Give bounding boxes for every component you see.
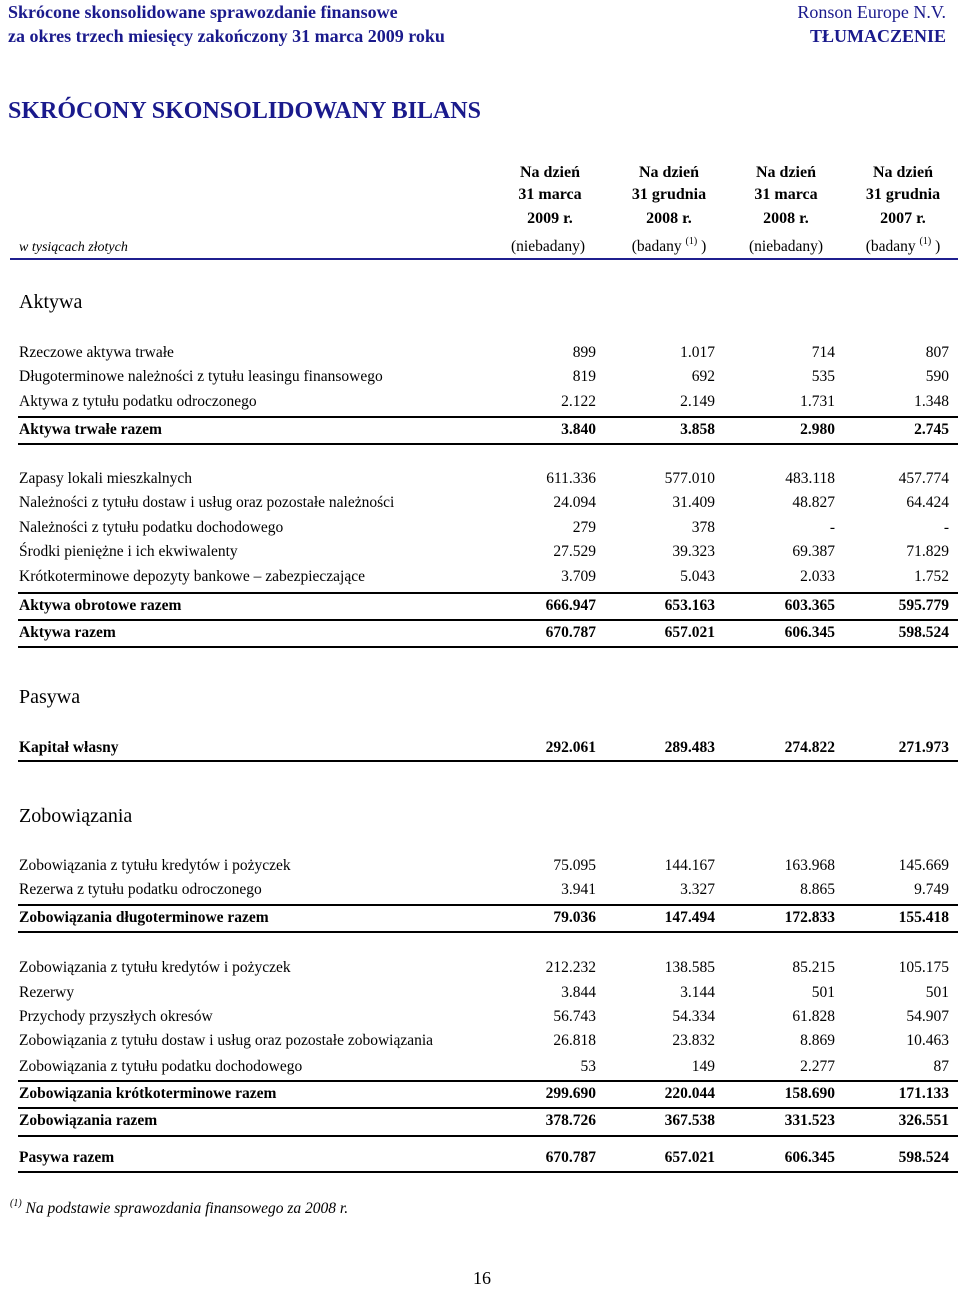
col4-line3: 2007 r. [880, 210, 926, 227]
cell-value: 1.731 [800, 393, 835, 410]
table-row [19, 519, 949, 541]
cell-value: 590 [925, 368, 949, 385]
cell-value: 56.743 [553, 1008, 596, 1025]
row-divider [18, 646, 958, 648]
cell-value: 595.779 [898, 597, 949, 614]
cell-value: 8.865 [800, 881, 835, 898]
col2-status: (badany $^{(1)}$ ) [631, 236, 707, 255]
page-number: 16 [473, 1268, 491, 1288]
row-label: Aktywa z tytułu podatku odroczonego [19, 393, 257, 410]
cell-value: 212.232 [545, 959, 596, 976]
table-row [19, 857, 949, 879]
cell-value: 5.043 [680, 568, 715, 585]
row-label: Aktywa razem [19, 624, 116, 641]
cell-value: 3.941 [561, 881, 596, 898]
cell-value: - [943, 519, 949, 536]
row-divider [18, 416, 958, 418]
report-title-line1: Skrócone skonsolidowane sprawozdanie finansowe [8, 2, 398, 22]
cell-value: 2.980 [800, 421, 835, 438]
cell-value: 819 [572, 368, 596, 385]
cell-value: 69.387 [792, 543, 835, 560]
cell-value: 3.709 [561, 568, 596, 585]
row-label: Rezerwa z tytułu podatku odroczonego [19, 881, 262, 898]
cell-value: 75.095 [553, 857, 596, 874]
col2-line3: 2008 r. [646, 210, 692, 227]
translation-label: TŁUMACZENIE [809, 26, 946, 46]
cell-value: 3.858 [680, 421, 715, 438]
row-label: Zobowiązania razem [19, 1112, 158, 1129]
row-divider [18, 760, 958, 762]
row-divider [18, 619, 958, 621]
table-row [19, 543, 949, 565]
row-divider [18, 1171, 958, 1173]
cell-value: 501 [811, 984, 835, 1001]
cell-value: 24.094 [553, 494, 596, 511]
cell-value: 71.829 [906, 543, 949, 560]
col3-line3: 2008 r. [763, 210, 809, 227]
row-divider [18, 592, 958, 594]
cell-value: 2.745 [914, 421, 949, 438]
section-zobowiazania: Zobowiązania [19, 805, 133, 827]
cell-value: 292.061 [545, 739, 596, 756]
table-row [19, 1032, 949, 1054]
cell-value: 9.749 [914, 881, 949, 898]
table-row [19, 984, 949, 1006]
cell-value: 367.538 [664, 1112, 715, 1129]
cell-value: 144.167 [664, 857, 715, 874]
col3-line1: Na dzień [756, 164, 816, 181]
cell-value: 670.787 [545, 624, 596, 641]
row-label: Zobowiązania z tytułu dostaw i usług oraz pozostałe zobowiązania [19, 1032, 434, 1049]
cell-value: 653.163 [664, 597, 715, 614]
table-row-total [19, 597, 949, 619]
cell-value: 3.144 [680, 984, 715, 1001]
cell-value: 457.774 [898, 470, 949, 487]
row-label: Krótkoterminowe depozyty bankowe – zabezpieczające [19, 568, 366, 585]
table-row-total [19, 421, 949, 443]
footnote-text: Na podstawie sprawozdania finansowego za 2008 r. [25, 1200, 349, 1217]
row-divider [18, 1135, 958, 1137]
table-row-total [19, 1149, 949, 1171]
col1-line1: Na dzień [520, 164, 580, 181]
table-row-total [19, 1112, 949, 1134]
row-label: Aktywa trwałe razem [19, 421, 162, 438]
cell-value: 657.021 [664, 1149, 715, 1166]
cell-value: 54.907 [906, 1008, 949, 1025]
cell-value: 64.424 [906, 494, 949, 511]
cell-value: 331.523 [784, 1112, 835, 1129]
col2-line1: Na dzień [639, 164, 699, 181]
cell-value: 501 [925, 984, 949, 1001]
cell-value: 1.752 [914, 568, 949, 585]
cell-value: 670.787 [545, 1149, 596, 1166]
footnote [10, 1200, 348, 1218]
table-row [19, 1058, 949, 1080]
col4-line2: 31 grudnia [865, 186, 941, 203]
cell-value: 3.844 [561, 984, 596, 1001]
cell-value: 611.336 [546, 470, 596, 487]
row-label: Należności z tytułu dostaw i usług oraz pozostałe należności [19, 494, 395, 511]
row-label: Należności z tytułu podatku dochodowego [19, 519, 284, 536]
cell-value: 53 [580, 1058, 596, 1075]
cell-value: 26.818 [553, 1032, 596, 1049]
col3-status: (niebadany) [748, 238, 824, 255]
cell-value: 149 [691, 1058, 715, 1075]
row-divider [18, 443, 958, 445]
report-title-line2: za okres trzech miesięcy zakończony 31 marca 2009 roku [8, 26, 445, 46]
col1-line3: 2009 r. [527, 210, 573, 227]
cell-value: 147.494 [664, 909, 715, 926]
cell-value: 714 [811, 344, 835, 361]
cell-value: 48.827 [792, 494, 835, 511]
cell-value: 220.044 [664, 1085, 715, 1102]
row-label: Rezerwy [19, 984, 75, 1001]
cell-value: 1.348 [914, 393, 949, 410]
cell-value: 158.690 [784, 1085, 835, 1102]
row-label: Zobowiązania długoterminowe razem [19, 909, 269, 926]
cell-value: 10.463 [906, 1032, 949, 1049]
company-name: Ronson Europe N.V. [797, 2, 946, 22]
cell-value: 807 [925, 344, 949, 361]
table-row [19, 470, 949, 492]
row-divider [18, 931, 958, 933]
row-label: Zapasy lokali mieszkalnych [19, 470, 193, 487]
section-aktywa: Aktywa [19, 291, 83, 313]
col1-line2: 31 marca [518, 186, 582, 203]
cell-value: 899 [572, 344, 596, 361]
row-divider [18, 904, 958, 906]
cell-value: 138.585 [664, 959, 715, 976]
cell-value: 483.118 [785, 470, 835, 487]
cell-value: 3.840 [561, 421, 596, 438]
cell-value: 1.017 [680, 344, 715, 361]
table-row [19, 344, 949, 366]
cell-value: 577.010 [664, 470, 715, 487]
cell-value: 657.021 [664, 624, 715, 641]
cell-value: 79.036 [553, 909, 596, 926]
cell-value: 378 [691, 519, 715, 536]
row-label: Aktywa obrotowe razem [19, 597, 182, 614]
cell-value: 171.133 [898, 1085, 949, 1102]
row-label: Kapitał własny [19, 739, 119, 756]
cell-value: 378.726 [545, 1112, 596, 1129]
cell-value: 606.345 [784, 1149, 835, 1166]
cell-value: 105.175 [898, 959, 949, 976]
cell-value: 61.828 [792, 1008, 835, 1025]
cell-value: 39.323 [672, 543, 715, 560]
row-label: Długoterminowe należności z tytułu leasingu finansowego [19, 368, 383, 385]
row-divider [18, 1080, 958, 1082]
col4-status: (badany $^{(1)}$ ) [865, 236, 941, 255]
cell-value: 299.690 [545, 1085, 596, 1102]
unit-label: w tysiącach złotych [19, 240, 128, 255]
row-label: Pasywa razem [19, 1149, 115, 1166]
cell-value: 2.033 [800, 568, 835, 585]
row-label: Przychody przyszłych okresów [19, 1008, 213, 1025]
table-row [19, 568, 949, 590]
cell-value: 163.968 [784, 857, 835, 874]
table-row [19, 494, 949, 516]
table-row [19, 1008, 949, 1030]
cell-value: 155.418 [898, 909, 949, 926]
cell-value: 145.669 [898, 857, 949, 874]
row-label: Zobowiązania z tytułu podatku dochodowego [19, 1058, 303, 1075]
cell-value: 606.345 [784, 624, 835, 641]
cell-value: 692 [691, 368, 715, 385]
row-label: Zobowiązania z tytułu kredytów i pożyczek [19, 959, 291, 976]
cell-value: 598.524 [898, 1149, 949, 1166]
section-pasywa: Pasywa [19, 686, 81, 708]
table-row [19, 393, 949, 415]
cell-value: 2.277 [800, 1058, 835, 1075]
cell-value: 271.973 [898, 739, 949, 756]
cell-value: 279 [572, 519, 596, 536]
row-label: Rzeczowe aktywa trwałe [19, 344, 174, 361]
header-divider [10, 258, 958, 260]
cell-value: 54.334 [672, 1008, 715, 1025]
cell-value: 289.483 [664, 739, 715, 756]
cell-value: 603.365 [784, 597, 835, 614]
cell-value: 3.327 [680, 881, 715, 898]
cell-value: 2.122 [561, 393, 596, 410]
row-label: Zobowiązania krótkoterminowe razem [19, 1085, 277, 1102]
table-row-total [19, 909, 949, 931]
row-label: Zobowiązania z tytułu kredytów i pożyczek [19, 857, 291, 874]
table-row-total [19, 739, 949, 761]
col3-line2: 31 marca [754, 186, 818, 203]
cell-value: 85.215 [792, 959, 835, 976]
table-row-total [19, 624, 949, 646]
page-title: SKRÓCONY SKONSOLIDOWANY BILANS [8, 98, 481, 124]
cell-value: 666.947 [545, 597, 596, 614]
col4-line1: Na dzień [873, 164, 933, 181]
row-label: Środki pieniężne i ich ekwiwalenty [19, 543, 238, 560]
col1-status: (niebadany) [510, 238, 586, 255]
cell-value: 2.149 [680, 393, 715, 410]
row-divider [18, 1107, 958, 1109]
table-row [19, 959, 949, 981]
cell-value: 87 [933, 1058, 949, 1075]
table-row-total [19, 1085, 949, 1107]
cell-value: 274.822 [784, 739, 835, 756]
cell-value: 535 [811, 368, 835, 385]
cell-value: 8.869 [800, 1032, 835, 1049]
col2-line2: 31 grudnia [631, 186, 707, 203]
table-row [19, 881, 949, 903]
footnote-marker: (1) [10, 1198, 22, 1209]
cell-value: 172.833 [784, 909, 835, 926]
cell-value: 326.551 [898, 1112, 949, 1129]
table-row [19, 368, 949, 390]
cell-value: - [829, 519, 835, 536]
cell-value: 23.832 [672, 1032, 715, 1049]
cell-value: 27.529 [553, 543, 596, 560]
cell-value: 31.409 [672, 494, 715, 511]
cell-value: 598.524 [898, 624, 949, 641]
